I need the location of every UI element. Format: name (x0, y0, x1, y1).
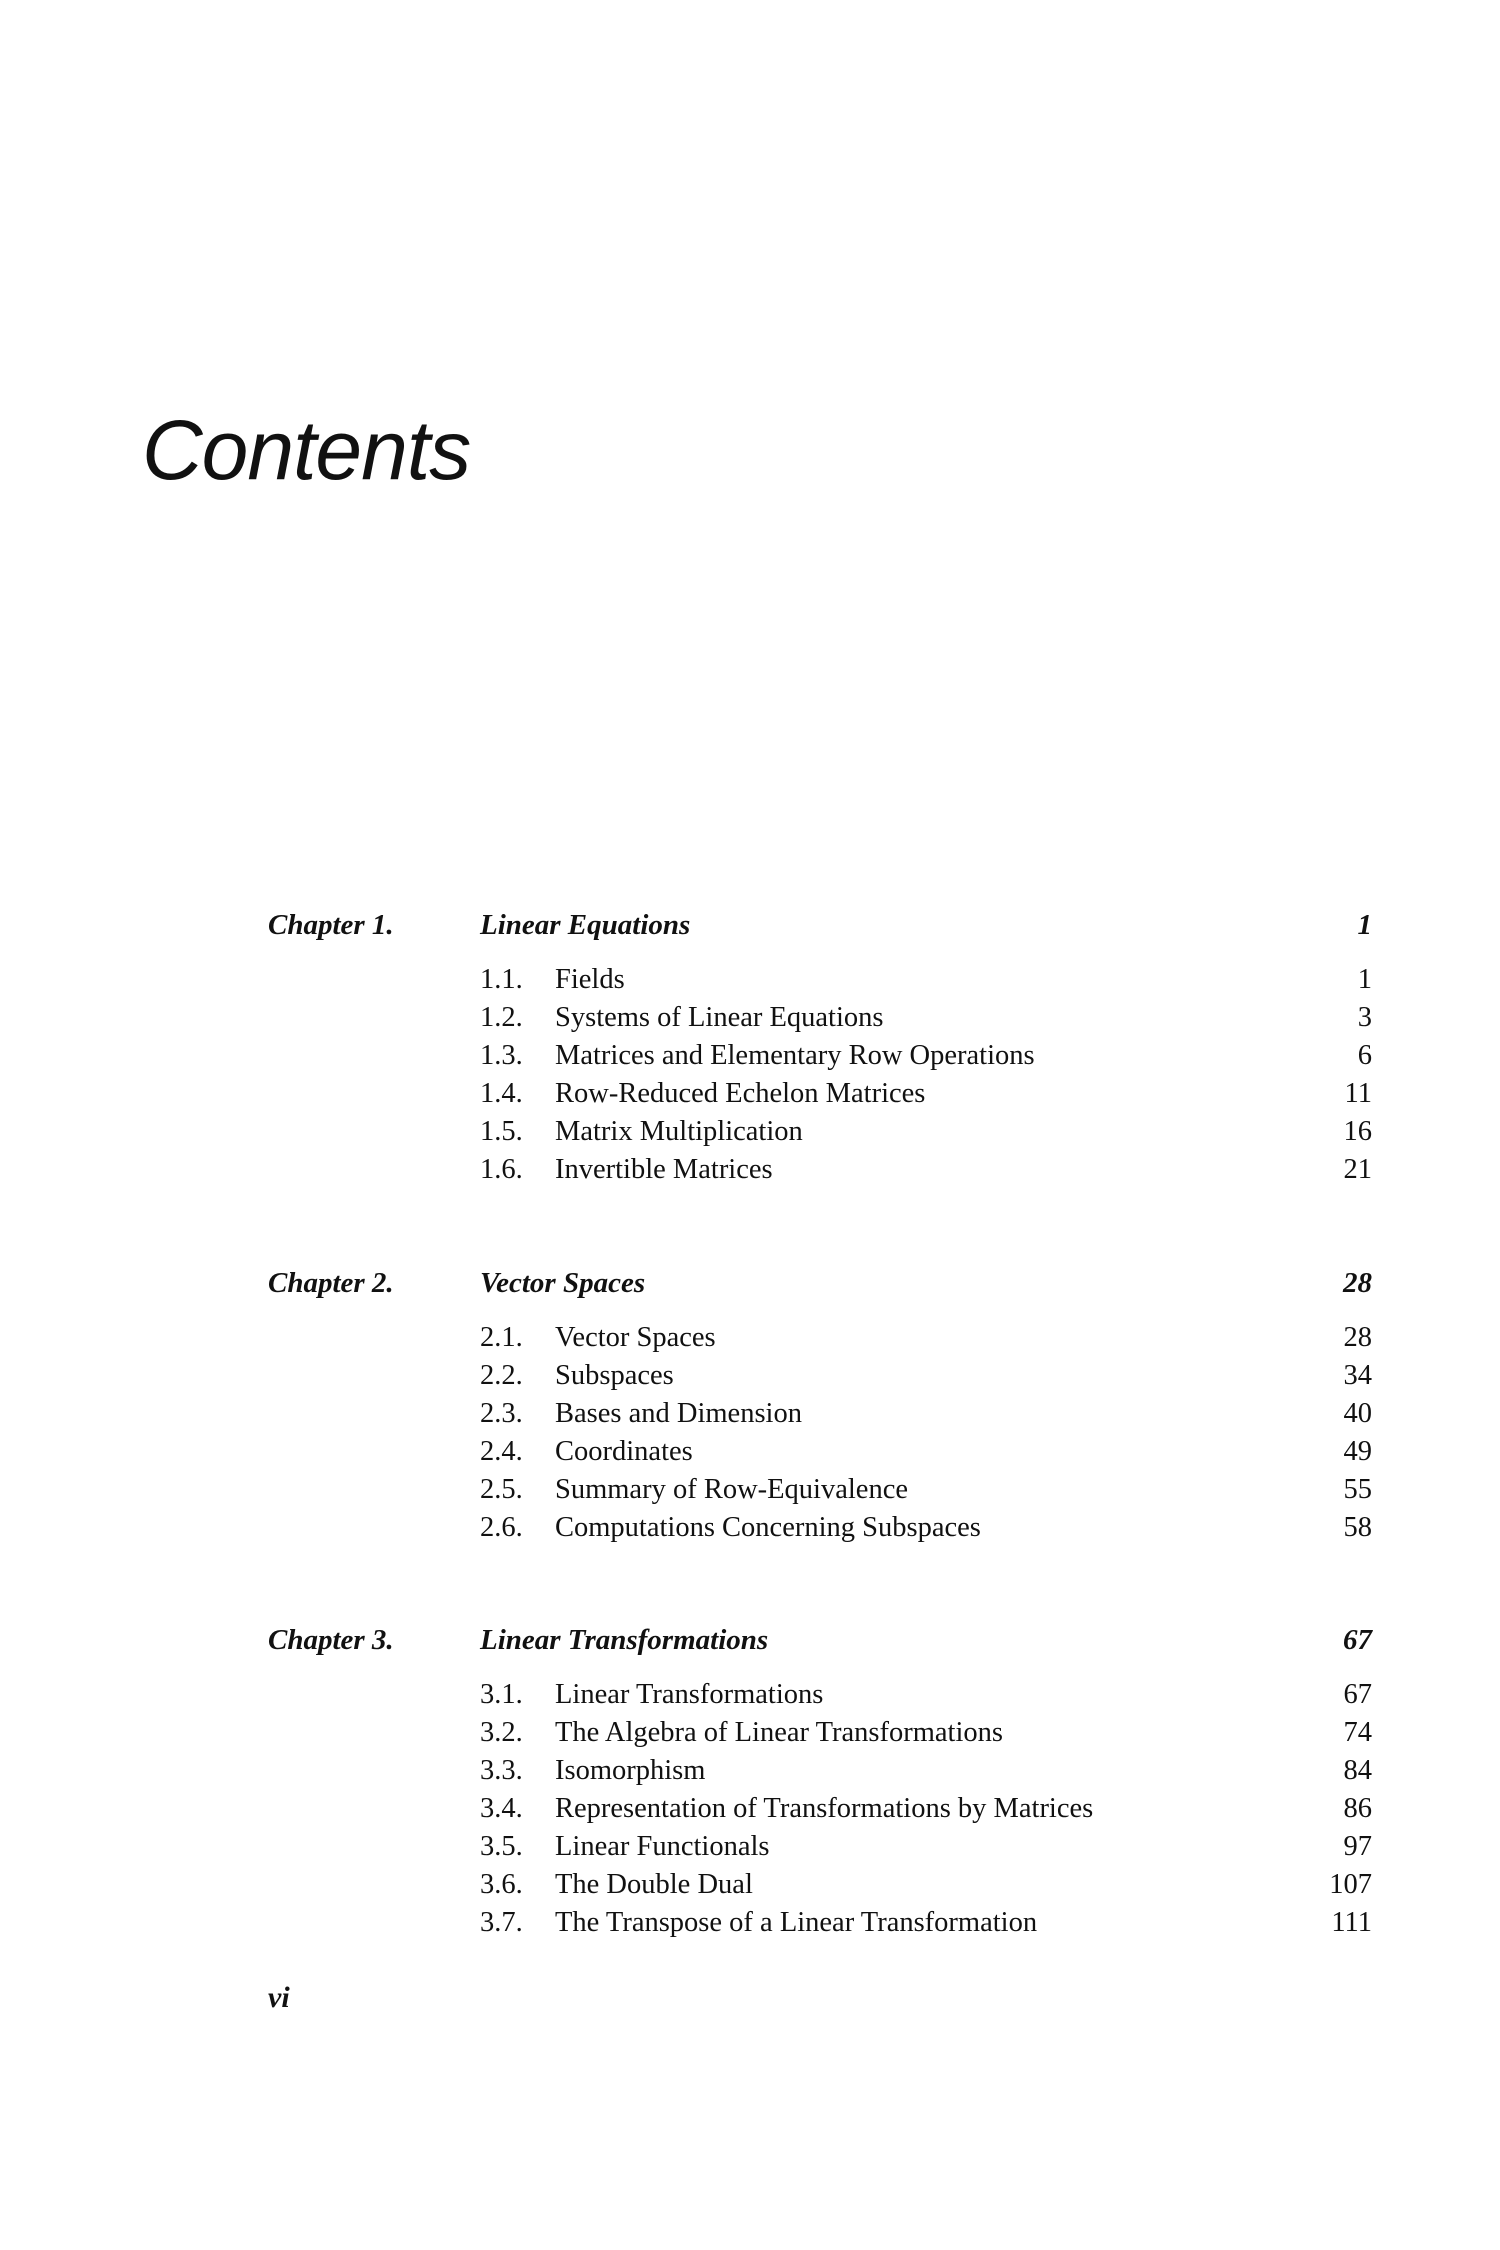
section-page-number: 40 (1343, 1398, 1372, 1429)
section-page-number: 49 (1343, 1436, 1372, 1467)
section-title: Isomorphism (555, 1755, 706, 1786)
section-number: 2.4. (480, 1436, 523, 1467)
toc-entry[interactable] (0, 1075, 1500, 1113)
section-page-number: 86 (1343, 1793, 1372, 1824)
section-page-number: 55 (1343, 1474, 1372, 1505)
section-page-number: 74 (1343, 1717, 1372, 1748)
section-page-number: 21 (1343, 1154, 1372, 1185)
chapter-title: Vector Spaces (480, 1267, 646, 1299)
section-number: 1.3. (480, 1040, 523, 1071)
section-title: Invertible Matrices (555, 1154, 773, 1185)
section-number: 1.5. (480, 1116, 523, 1147)
toc-entry[interactable] (0, 1357, 1500, 1395)
section-page-number: 111 (1331, 1907, 1372, 1938)
section-title: Matrix Multiplication (555, 1116, 803, 1147)
toc-entry[interactable] (0, 961, 1500, 999)
section-title: Computations Concerning Subspaces (555, 1512, 981, 1543)
section-title: Summary of Row-Equivalence (555, 1474, 908, 1505)
toc-entry[interactable] (0, 1676, 1500, 1714)
chapter-heading[interactable] (0, 1620, 1500, 1676)
section-number: 1.4. (480, 1078, 523, 1109)
section-number: 2.5. (480, 1474, 523, 1505)
section-page-number: 97 (1343, 1831, 1372, 1862)
toc-entry[interactable] (0, 1828, 1500, 1866)
toc-entry[interactable] (0, 1752, 1500, 1790)
section-title: Subspaces (555, 1360, 674, 1391)
toc-entry[interactable] (0, 1433, 1500, 1471)
section-title: The Double Dual (555, 1869, 753, 1900)
toc-entry[interactable] (0, 1904, 1500, 1942)
chapter-label: Chapter 1. (268, 909, 394, 941)
chapter-3-block (0, 1620, 1500, 1942)
section-page-number: 16 (1343, 1116, 1372, 1147)
page-title: Contents (142, 403, 471, 497)
section-number: 3.6. (480, 1869, 523, 1900)
section-page-number: 67 (1343, 1679, 1372, 1710)
chapter-page-number: 1 (1357, 909, 1372, 941)
toc-entry[interactable] (0, 1395, 1500, 1433)
section-number: 2.6. (480, 1512, 523, 1543)
chapter-title: Linear Equations (480, 909, 691, 941)
section-number: 3.2. (480, 1717, 523, 1748)
section-number: 2.3. (480, 1398, 523, 1429)
section-title: Linear Transformations (555, 1679, 824, 1710)
section-number: 3.4. (480, 1793, 523, 1824)
chapter-page-number: 28 (1343, 1267, 1372, 1299)
section-number: 1.6. (480, 1154, 523, 1185)
chapter-2-block (0, 1263, 1500, 1547)
chapter-page-number: 67 (1343, 1624, 1372, 1656)
chapter-1-block (0, 905, 1500, 1189)
section-title: The Algebra of Linear Transformations (555, 1717, 1003, 1748)
section-number: 3.7. (480, 1907, 523, 1938)
section-number: 3.1. (480, 1679, 523, 1710)
toc-entry[interactable] (0, 1714, 1500, 1752)
section-title: Bases and Dimension (555, 1398, 802, 1429)
section-title: Linear Functionals (555, 1831, 770, 1862)
section-title: The Transpose of a Linear Transformation (555, 1907, 1038, 1938)
section-number: 1.1. (480, 964, 523, 995)
page-folio: vi (268, 1981, 290, 2014)
section-page-number: 34 (1343, 1360, 1372, 1391)
section-page-number: 28 (1343, 1322, 1372, 1353)
toc-entry[interactable] (0, 1509, 1500, 1547)
chapter-label: Chapter 2. (268, 1267, 394, 1299)
toc-entry[interactable] (0, 1151, 1500, 1189)
section-number: 2.1. (480, 1322, 523, 1353)
section-page-number: 107 (1329, 1869, 1372, 1900)
section-number: 3.5. (480, 1831, 523, 1862)
toc-entry[interactable] (0, 1471, 1500, 1509)
section-page-number: 11 (1344, 1078, 1372, 1109)
chapter-title: Linear Transformations (480, 1624, 769, 1656)
section-page-number: 84 (1343, 1755, 1372, 1786)
section-title: Vector Spaces (555, 1322, 716, 1353)
section-page-number: 3 (1357, 1002, 1372, 1033)
section-list (0, 961, 1500, 1189)
section-title: Fields (555, 964, 625, 995)
toc-entry[interactable] (0, 1866, 1500, 1904)
toc-entry[interactable] (0, 1319, 1500, 1357)
section-page-number: 6 (1357, 1040, 1372, 1071)
section-title: Systems of Linear Equations (555, 1002, 884, 1033)
section-page-number: 58 (1343, 1512, 1372, 1543)
section-title: Coordinates (555, 1436, 693, 1467)
section-list (0, 1676, 1500, 1942)
section-page-number: 1 (1357, 964, 1372, 995)
section-list (0, 1319, 1500, 1547)
toc-entry[interactable] (0, 1037, 1500, 1075)
chapter-heading[interactable] (0, 1263, 1500, 1319)
section-title: Matrices and Elementary Row Operations (555, 1040, 1035, 1071)
section-number: 3.3. (480, 1755, 523, 1786)
section-title: Row-Reduced Echelon Matrices (555, 1078, 926, 1109)
toc-entry[interactable] (0, 1790, 1500, 1828)
toc-entry[interactable] (0, 1113, 1500, 1151)
chapter-label: Chapter 3. (268, 1624, 394, 1656)
section-title: Representation of Transformations by Matrices (555, 1793, 1094, 1824)
chapter-heading[interactable] (0, 905, 1500, 961)
section-number: 1.2. (480, 1002, 523, 1033)
toc-entry[interactable] (0, 999, 1500, 1037)
section-number: 2.2. (480, 1360, 523, 1391)
